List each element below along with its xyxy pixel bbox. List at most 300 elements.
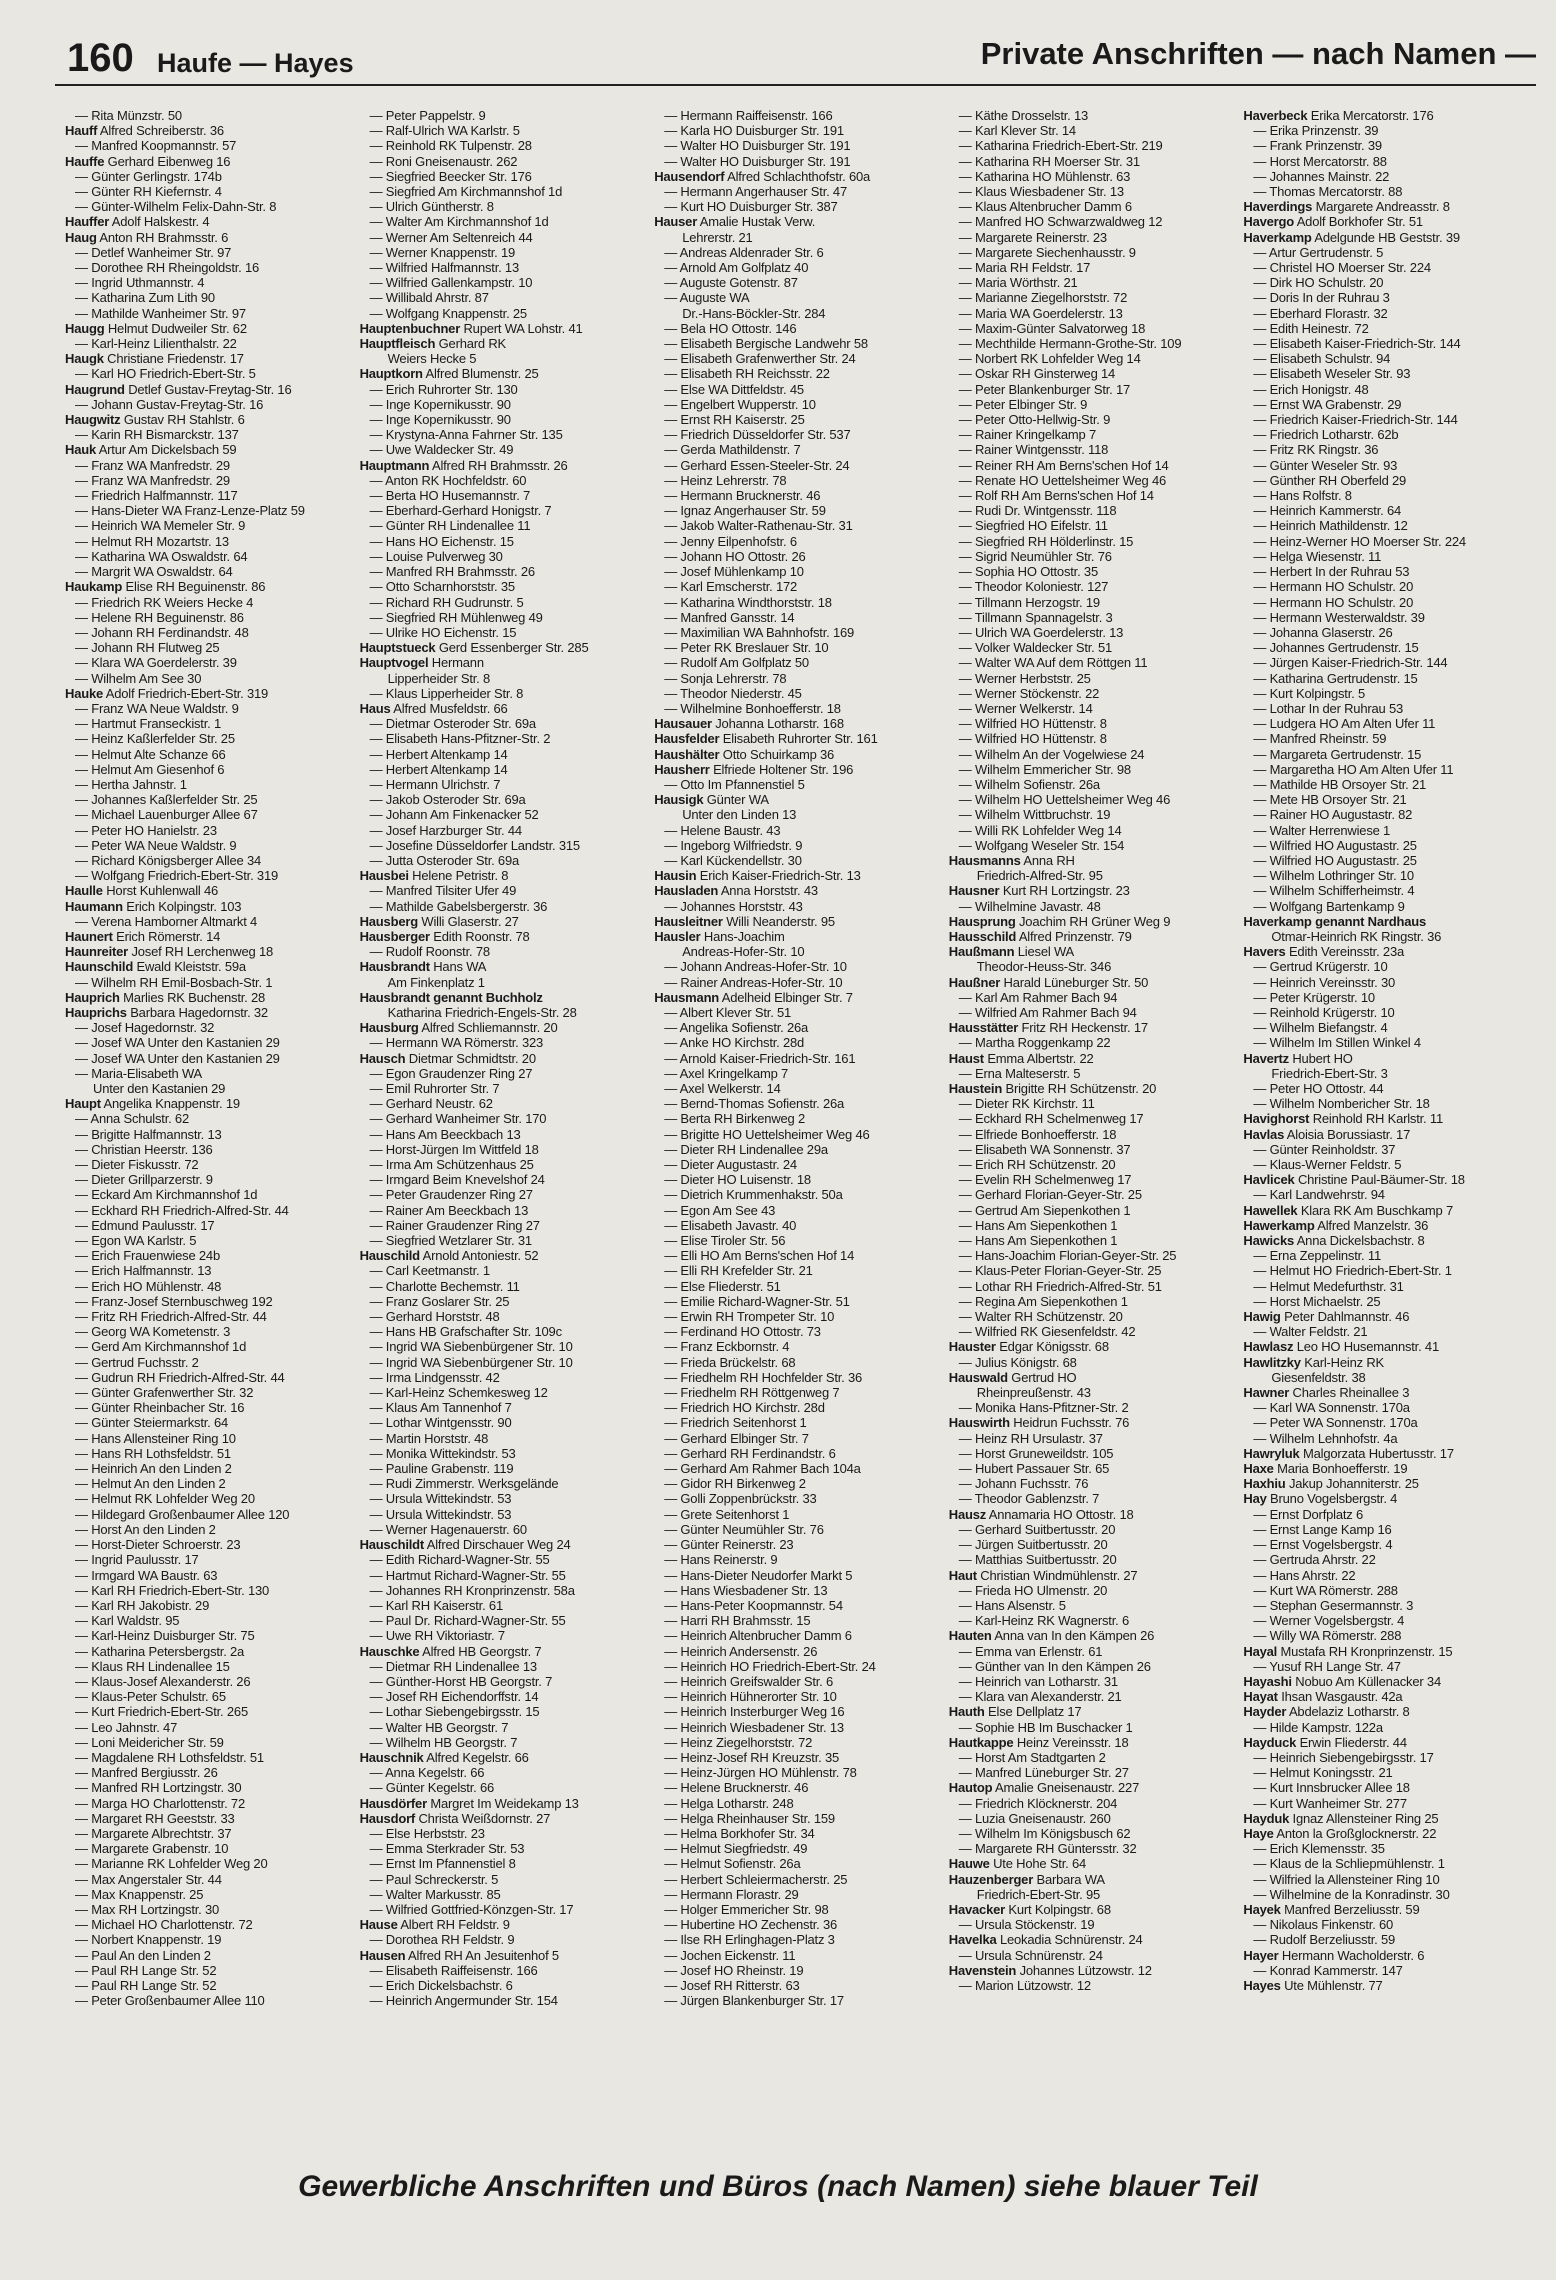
directory-entry: — Peter Pappelstr. 9 bbox=[369, 108, 486, 123]
directory-entry: — Reinhold RK Tulpenstr. 28 bbox=[369, 138, 532, 154]
surname-entry: Hauptkorn Alfred Blumenstr. 25 bbox=[359, 366, 539, 382]
surname: Hauk bbox=[65, 442, 96, 458]
directory-entry: — Konrad Kammerstr. 147 bbox=[1253, 1962, 1403, 1978]
directory-entry: — Friedrich Halfmannstr. 117 bbox=[75, 488, 238, 504]
directory-entry: — Heinrich Mathildenstr. 12 bbox=[1253, 518, 1408, 534]
surname: Hauswirth bbox=[948, 1415, 1010, 1431]
surname: Hausmann bbox=[654, 989, 720, 1005]
surname-entry: Hauten Anna van In den Kämpen 26 bbox=[948, 1628, 1155, 1644]
surname-entry: Hausauer Johanna Lotharstr. 168 bbox=[654, 716, 844, 732]
surname: Haukamp bbox=[65, 579, 123, 595]
directory-entry: — Marianne Ziegelhorststr. 72 bbox=[958, 290, 1128, 306]
directory-entry: — Dieter HO Luisenstr. 18 bbox=[664, 1172, 811, 1188]
directory-entry: — Friedrich Klöcknerstr. 204 bbox=[958, 1795, 1118, 1811]
directory-entry: — Klaus Wiesbadener Str. 13 bbox=[958, 184, 1124, 200]
directory-entry: — Johannes Horststr. 43 bbox=[664, 898, 803, 914]
surname-entry: Havighorst Reinhold RH Karlstr. 11 bbox=[1243, 1111, 1443, 1127]
directory-entry: — Rita Münzstr. 50 bbox=[75, 108, 182, 123]
directory-entry: — Dieter Fiskusstr. 72 bbox=[75, 1157, 199, 1173]
surname-entry: Hautop Amalie Gneisenaustr. 227 bbox=[948, 1780, 1140, 1796]
directory-entry: — Paul RH Lange Str. 52 bbox=[75, 1977, 217, 1993]
directory-entry: — Else Herbststr. 23 bbox=[369, 1825, 485, 1841]
surname: Hauptvogel bbox=[359, 655, 429, 671]
surname: Hauptstueck bbox=[359, 640, 436, 656]
directory-entry: — Helene Brucknerstr. 46 bbox=[664, 1780, 809, 1796]
surname: Hayder bbox=[1243, 1704, 1287, 1720]
directory-entry: — Mathilde HB Orsoyer Str. 21 bbox=[1253, 776, 1427, 792]
directory-entry: — Lothar RH Friedrich-Alfred-Str. 51 bbox=[958, 1278, 1162, 1294]
directory-entry: — Richard RH Gudrunstr. 5 bbox=[369, 594, 524, 610]
directory-entry: — Helmut Koningsstr. 21 bbox=[1253, 1765, 1393, 1781]
directory-entry: — Axel Welkerstr. 14 bbox=[664, 1081, 781, 1096]
surname: Hawryluk bbox=[1243, 1445, 1300, 1461]
directory-entry: — Elise Tiroler Str. 56 bbox=[664, 1233, 786, 1249]
directory-entry: — Christian Heerstr. 136 bbox=[75, 1141, 213, 1157]
directory-entry: — Norbert Knappenstr. 19 bbox=[75, 1932, 222, 1948]
surname-entry: Hausbrandt Hans WA bbox=[359, 959, 487, 975]
directory-entry: — Manfred Lüneburger Str. 27 bbox=[958, 1765, 1129, 1781]
directory-entry: — Margareta Gertrudenstr. 15 bbox=[1253, 746, 1422, 762]
surname-entry: Hauswald Gertrud HO bbox=[948, 1369, 1077, 1385]
directory-entry: — Ferdinand HO Ottostr. 73 bbox=[664, 1324, 821, 1340]
directory-entry: — Nikolaus Finkenstr. 60 bbox=[1253, 1917, 1394, 1933]
surname-entry: Hayer Hermann Wacholderstr. 6 bbox=[1243, 1947, 1425, 1963]
directory-entry: — Heinrich Vereinsstr. 30 bbox=[1253, 974, 1396, 990]
directory-entry: — Manfred RH Brahmsstr. 26 bbox=[369, 564, 535, 580]
directory-column bbox=[1243, 108, 1538, 2148]
directory-entry: — Horst-Jürgen Im Wittfeld 18 bbox=[369, 1141, 539, 1157]
directory-entry: — Helmut Medefurthstr. 31 bbox=[1253, 1278, 1404, 1294]
directory-entry: — Hans-Dieter Neudorfer Markt 5 bbox=[664, 1567, 853, 1583]
directory-entry: — Mete HB Orsoyer Str. 21 bbox=[1253, 792, 1407, 808]
directory-entry: — Magdalene RH Lothsfeldstr. 51 bbox=[75, 1749, 264, 1765]
surname: Hausschild bbox=[948, 928, 1017, 944]
directory-entry: — Siegfried Wetzlarer Str. 31 bbox=[369, 1233, 532, 1249]
directory-entry: — Else WA Dittfeldstr. 45 bbox=[664, 381, 804, 397]
directory-entry: — Heinz Ziegelhorststr. 72 bbox=[664, 1734, 813, 1750]
surname-entry: Haye Anton la Großglocknerstr. 22 bbox=[1243, 1825, 1437, 1841]
page-number: 160 bbox=[67, 36, 134, 80]
directory-entry: — Hans Rolfstr. 8 bbox=[1253, 488, 1352, 504]
surname: Hauffer bbox=[65, 214, 110, 230]
directory-entry: — Maria WA Goerdelerstr. 13 bbox=[958, 305, 1123, 321]
directory-entry: — Walter WA Auf dem Röttgen 11 bbox=[958, 655, 1148, 671]
footer-note: Gewerbliche Anschriften und Büros (nach Namen) siehe blauer Teil bbox=[298, 2170, 1258, 2203]
directory-entry: — Hermann Florastr. 29 bbox=[664, 1886, 799, 1902]
directory-entry: — Hermann Ulrichstr. 7 bbox=[369, 776, 501, 792]
directory-entry: — Manfred Gansstr. 14 bbox=[664, 609, 795, 625]
directory-entry: — Wilhelm Biefangstr. 4 bbox=[1253, 1020, 1388, 1036]
directory-entry: — Detlef Wanheimer Str. 97 bbox=[75, 244, 232, 260]
directory-entry: — Dorothee RH Rheingoldstr. 16 bbox=[75, 260, 260, 276]
surname-entry: Hauk Artur Am Dickelsbach 59 bbox=[65, 442, 237, 458]
directory-entry: — Anna Kegelstr. 66 bbox=[369, 1765, 485, 1781]
surname: Hayat bbox=[1243, 1689, 1278, 1705]
surname-entry: Hawner Charles Rheinallee 3 bbox=[1243, 1385, 1410, 1401]
directory-entry: — Stephan Gesermannstr. 3 bbox=[1253, 1597, 1414, 1613]
directory-entry: — Holger Emmericher Str. 98 bbox=[664, 1901, 829, 1917]
directory-entry: — Hans HB Grafschafter Str. 109c bbox=[369, 1324, 562, 1340]
directory-entry: — Wilhelm Nombericher Str. 18 bbox=[1253, 1096, 1430, 1112]
directory-entry: — Berta HO Husemannstr. 7 bbox=[369, 488, 531, 504]
directory-entry: — Dietmar Osteroder Str. 69a bbox=[369, 716, 536, 732]
directory-entry: — Hans Ahrstr. 22 bbox=[1253, 1567, 1356, 1583]
directory-entry: — Irma Lindgensstr. 42 bbox=[369, 1369, 500, 1385]
directory-column bbox=[654, 108, 949, 2148]
surname-entry: Hausmann Adelheid Elbinger Str. 7 bbox=[654, 989, 853, 1005]
surname: Hauster bbox=[948, 1339, 996, 1355]
directory-entry: — Heinz Lehrerstr. 78 bbox=[664, 472, 787, 488]
directory-entry: — Günther van In den Kämpen 26 bbox=[958, 1658, 1151, 1674]
directory-columns bbox=[65, 108, 1538, 2148]
directory-entry: — Josef HO Rheinstr. 19 bbox=[664, 1962, 804, 1978]
directory-entry: — Kurt WA Römerstr. 288 bbox=[1253, 1582, 1398, 1598]
directory-entry: — Dieter RK Kirchstr. 11 bbox=[958, 1096, 1095, 1112]
directory-entry: — Erika Prinzenstr. 39 bbox=[1253, 123, 1379, 139]
surname-entry: Hayduk Ignaz Allensteiner Ring 25 bbox=[1243, 1810, 1439, 1826]
directory-entry: — Horst-Dieter Schroerstr. 23 bbox=[75, 1537, 241, 1553]
directory-entry: — Franz WA Manfredstr. 29 bbox=[75, 457, 230, 473]
directory-entry: — Friedrich HO Kirchstr. 28d bbox=[664, 1400, 825, 1416]
directory-entry: — Wilhelmine Javastr. 48 bbox=[958, 898, 1101, 914]
surname: Hautkappe bbox=[948, 1734, 1014, 1750]
surname-entry: Haus Alfred Musfeldstr. 66 bbox=[359, 700, 508, 716]
surname: Hauprichs bbox=[65, 1004, 127, 1020]
surname: Havlas bbox=[1243, 1126, 1285, 1142]
directory-entry: — Eckard Am Kirchmannshof 1d bbox=[75, 1187, 258, 1203]
directory-entry: — Katharina Windthorststr. 18 bbox=[664, 594, 832, 610]
directory-entry: — Elfriede Bonhoefferstr. 18 bbox=[958, 1126, 1117, 1142]
directory-entry: — Peter WA Neue Waldstr. 9 bbox=[75, 837, 237, 853]
directory-entry: — Heinrich WA Memeler Str. 9 bbox=[75, 518, 246, 534]
directory-entry: — Josef Mühlenkamp 10 bbox=[664, 564, 804, 580]
surname-entry: Hauptmann Alfred RH Brahmsstr. 26 bbox=[359, 457, 568, 473]
surname: Haverkamp genannt Nardhaus bbox=[1243, 913, 1427, 929]
directory-entry: — Peter Krügerstr. 10 bbox=[1253, 989, 1375, 1005]
directory-entry: — Inge Kopernikusstr. 90 bbox=[369, 412, 511, 428]
directory-entry: — Friedhelm RH Röttgenweg 7 bbox=[664, 1385, 840, 1401]
directory-entry: — Erich Klemensstr. 35 bbox=[1253, 1841, 1385, 1857]
directory-entry: — Hermann Angerhauser Str. 47 bbox=[664, 184, 847, 200]
surname-entry: Hauptstueck Gerd Essenberger Str. 285 bbox=[359, 640, 589, 656]
directory-entry: — Rainer Am Beeckbach 13 bbox=[369, 1202, 529, 1218]
surname-entry: Hausbei Helene Petristr. 8 bbox=[359, 868, 509, 884]
directory-entry: — Ulrike HO Eichenstr. 15 bbox=[369, 624, 517, 640]
directory-entry: — Wilfried Halfmannstr. 13 bbox=[369, 260, 519, 276]
directory-entry: — Frank Prinzenstr. 39 bbox=[1253, 138, 1382, 154]
directory-entry: — Thomas Mercatorstr. 88 bbox=[1253, 184, 1403, 200]
directory-entry: — Paul An den Linden 2 bbox=[75, 1947, 211, 1963]
directory-entry: — Heinrich Altenbrucher Damm 6 bbox=[664, 1628, 852, 1644]
directory-entry: — Gerhard RH Ferdinandstr. 6 bbox=[664, 1445, 836, 1461]
directory-entry: — Heinrich Siebengebirgsstr. 17 bbox=[1253, 1749, 1434, 1765]
directory-entry: — Dieter RH Lindenallee 29a bbox=[664, 1141, 828, 1157]
directory-entry: — Michael HO Charlottenstr. 72 bbox=[75, 1917, 253, 1933]
surname: Hausdorf bbox=[359, 1810, 416, 1826]
surname-entry: Haunschild Ewald Kleiststr. 59a bbox=[65, 959, 246, 975]
section-title: Private Anschriften — nach Namen — bbox=[980, 36, 1536, 71]
directory-entry: — Manfred Rheinstr. 59 bbox=[1253, 731, 1387, 747]
directory-entry: — Horst Am Stadtgarten 2 bbox=[958, 1749, 1106, 1765]
directory-entry: — Franz WA Neue Waldstr. 9 bbox=[75, 700, 239, 716]
directory-entry: — Karl-Heinz Duisburger Str. 75 bbox=[75, 1628, 255, 1644]
directory-entry: — Wilfried HO Augustastr. 25 bbox=[1253, 852, 1417, 868]
directory-entry: — Peter RK Breslauer Str. 10 bbox=[664, 640, 829, 656]
directory-entry: — Kurt Innsbrucker Allee 18 bbox=[1253, 1780, 1410, 1796]
directory-entry: — Bernd-Thomas Sofienstr. 26a bbox=[664, 1096, 845, 1112]
surname: Hausleitner bbox=[654, 913, 723, 929]
directory-entry: — Elisabeth Raiffeisenstr. 166 bbox=[369, 1962, 538, 1978]
surname-entry: Hausendorf Alfred Schlachthofstr. 60a bbox=[654, 168, 871, 184]
directory-entry: — Hans-Dieter WA Franz-Lenze-Platz 59 bbox=[75, 503, 305, 519]
directory-entry: — Günter Weseler Str. 93 bbox=[1253, 457, 1398, 473]
directory-entry: — Wilhelm HB Georgstr. 7 bbox=[369, 1734, 518, 1750]
directory-entry: — Reiner RH Am Berns'schen Hof 14 bbox=[958, 457, 1169, 473]
directory-entry: — Hans Allensteiner Ring 10 bbox=[75, 1430, 236, 1446]
directory-entry: — Elisabeth Kaiser-Friedrich-Str. 144 bbox=[1253, 336, 1461, 352]
directory-entry: — Brigitte Halfmannstr. 13 bbox=[75, 1126, 222, 1142]
directory-entry: — Maximilian WA Bahnhofstr. 169 bbox=[664, 624, 855, 640]
directory-entry: — Wolfgang Bartenkamp 9 bbox=[1253, 898, 1405, 914]
directory-entry: — Anton RK Hochfeldstr. 60 bbox=[369, 472, 527, 488]
directory-entry: — Wilhelm Im Stillen Winkel 4 bbox=[1253, 1035, 1421, 1051]
directory-entry: — Walter HB Georgstr. 7 bbox=[369, 1719, 509, 1735]
directory-entry: — Hans Am Siepenkothen 1 bbox=[958, 1217, 1118, 1233]
directory-entry: — Peter WA Sonnenstr. 170a bbox=[1253, 1415, 1418, 1431]
directory-entry: — Karl Klever Str. 14 bbox=[958, 123, 1076, 139]
directory-entry: — Rolf RH Am Berns'schen Hof 14 bbox=[958, 488, 1154, 504]
directory-entry: — Josef RH Eichendorffstr. 14 bbox=[369, 1689, 539, 1705]
surname-entry: Haut Christian Windmühlenstr. 27 bbox=[948, 1567, 1138, 1583]
surname: Hawlasz bbox=[1243, 1339, 1294, 1355]
surname-entry: Haukamp Elise RH Beguinenstr. 86 bbox=[65, 579, 266, 595]
surname-entry: Hauth Else Dellplatz 17 bbox=[948, 1704, 1082, 1720]
directory-entry: — Hermann Raiffeisenstr. 166 bbox=[664, 108, 833, 123]
directory-entry: — Walter HO Duisburger Str. 191 bbox=[664, 153, 851, 169]
directory-entry: — Wilhelmine Bonhoefferstr. 18 bbox=[664, 700, 841, 716]
name-range: Haufe — Hayes bbox=[157, 48, 354, 78]
directory-entry: — Frieda HO Ulmenstr. 20 bbox=[958, 1582, 1108, 1598]
directory-entry: — Erich Ruhrorter Str. 130 bbox=[369, 381, 518, 397]
directory-entry: — Uwe Waldecker Str. 49 bbox=[369, 442, 514, 458]
directory-entry: — Andreas Aldenrader Str. 6 bbox=[664, 244, 824, 260]
directory-entry: — Jochen Eickenstr. 11 bbox=[664, 1947, 796, 1963]
surname: Hayduk bbox=[1243, 1810, 1290, 1826]
directory-entry: — Werner Hagenauerstr. 60 bbox=[369, 1521, 527, 1537]
surname: Hawellek bbox=[1243, 1202, 1298, 1218]
surname-entry: Haunreiter Josef RH Lerchenweg 18 bbox=[65, 944, 274, 960]
directory-entry: — Heinrich Andersenstr. 26 bbox=[664, 1643, 818, 1659]
directory-entry: — Hubert Passauer Str. 65 bbox=[958, 1461, 1110, 1477]
directory-entry: — Johann Fuchsstr. 76 bbox=[958, 1476, 1089, 1492]
directory-entry: — Hans Wiesbadener Str. 13 bbox=[664, 1582, 828, 1598]
directory-entry: — Günter Reinholdstr. 37 bbox=[1253, 1141, 1396, 1157]
directory-entry: — Ulrich Güntherstr. 8 bbox=[369, 199, 494, 215]
directory-entry: — Edith Heinestr. 72 bbox=[1253, 320, 1369, 336]
directory-entry: — Gerhard Elbinger Str. 7 bbox=[664, 1430, 809, 1446]
directory-entry: — Mathilde Wanheimer Str. 97 bbox=[75, 305, 246, 321]
directory-entry: — Uwe RH Viktoriastr. 7 bbox=[369, 1628, 505, 1644]
surname-entry: Hausz Annamaria HO Ottostr. 18 bbox=[948, 1506, 1134, 1522]
surname-entry: Haushälter Otto Schuirkamp 36 bbox=[654, 746, 835, 762]
directory-entry: — Ursula Schnürenstr. 24 bbox=[958, 1947, 1103, 1963]
surname-entry: Hausmanns Anna RH bbox=[948, 852, 1075, 868]
directory-entry: — Heinrich Kammerstr. 64 bbox=[1253, 503, 1402, 519]
directory-entry: — Helmut RH Mozartstr. 13 bbox=[75, 533, 229, 549]
surname: Hauff bbox=[65, 123, 98, 139]
surname: Hayek bbox=[1243, 1901, 1281, 1917]
directory-entry: — Franz Eckbornstr. 4 bbox=[664, 1339, 790, 1355]
directory-entry: — Sigrid Neumühler Str. 76 bbox=[958, 548, 1112, 564]
directory-entry: Am Finkenplatz 1 bbox=[387, 974, 485, 990]
directory-entry: — Hilde Kampstr. 122a bbox=[1253, 1719, 1383, 1735]
surname: Hauke bbox=[65, 685, 104, 701]
surname-entry: Hausleitner Willi Neanderstr. 95 bbox=[654, 913, 835, 929]
directory-entry: — Lothar Siebengebirgsstr. 15 bbox=[369, 1704, 540, 1720]
directory-entry: — Ingeborg Wilfriedstr. 9 bbox=[664, 837, 803, 853]
page-header bbox=[55, 28, 1536, 86]
surname: Hauten bbox=[948, 1628, 992, 1644]
directory-entry: — Günter RH Lindenallee 11 bbox=[369, 518, 531, 534]
directory-entry: — Werner Stöckenstr. 22 bbox=[958, 685, 1100, 701]
directory-entry: — Gerda Mathildenstr. 7 bbox=[664, 442, 801, 458]
surname: Haugrund bbox=[65, 381, 125, 397]
directory-entry: — Käthe Drosselstr. 13 bbox=[958, 108, 1089, 123]
directory-entry: — Verena Hamborner Altmarkt 4 bbox=[75, 913, 258, 929]
directory-entry: — Heinz-Werner HO Moerser Str. 224 bbox=[1253, 533, 1466, 549]
directory-entry: — Friedrich Kaiser-Friedrich-Str. 144 bbox=[1253, 412, 1458, 428]
directory-entry: — Gerhard Am Rahmer Bach 104a bbox=[664, 1461, 861, 1477]
directory-entry: — Brigitte HO Uettelsheimer Weg 46 bbox=[664, 1126, 870, 1142]
surname: Hayes bbox=[1243, 1977, 1281, 1993]
directory-entry: — Katharina Zum Lith 90 bbox=[75, 290, 215, 306]
directory-column bbox=[949, 108, 1244, 2148]
directory-entry: — Rainer Andreas-Hofer-Str. 10 bbox=[664, 974, 843, 990]
directory-entry: — Hans RH Lothsfeldstr. 51 bbox=[75, 1445, 231, 1461]
directory-entry: — Wilhelm Wittbruchstr. 19 bbox=[958, 807, 1111, 823]
directory-entry: — Manfred Tilsiter Ufer 49 bbox=[369, 883, 517, 899]
directory-entry: — Johannes Gertrudenstr. 15 bbox=[1253, 640, 1419, 656]
directory-entry: — Emma van Erlenstr. 61 bbox=[958, 1643, 1103, 1659]
directory-entry: — Wilfried Am Rahmer Bach 94 bbox=[958, 1004, 1137, 1020]
directory-entry: — Franz Goslarer Str. 25 bbox=[369, 1293, 510, 1309]
directory-entry: — Werner Herbststr. 25 bbox=[958, 670, 1091, 686]
directory-entry: Lehrerstr. 21 bbox=[682, 229, 753, 245]
directory-entry: — Helmut RK Lohfelder Weg 20 bbox=[75, 1491, 255, 1507]
surname: Hauptmann bbox=[359, 457, 430, 473]
directory-entry: Rheinpreußenstr. 43 bbox=[976, 1385, 1091, 1401]
directory-entry: — Johann Gustav-Freytag-Str. 16 bbox=[75, 396, 264, 412]
directory-entry: — Golli Zoppenbrückstr. 33 bbox=[664, 1491, 817, 1507]
directory-entry: — Peter Großenbaumer Allee 110 bbox=[75, 1993, 265, 2009]
directory-entry: — Wilfried Gallenkampstr. 10 bbox=[369, 275, 533, 291]
directory-entry: — Elisabeth Javastr. 40 bbox=[664, 1217, 797, 1233]
surname: Hayal bbox=[1243, 1643, 1278, 1659]
directory-entry: — Katharina RH Moerser Str. 31 bbox=[958, 153, 1140, 169]
surname: Hausner bbox=[948, 883, 1000, 899]
directory-entry: — Wilfried RK Giesenfeldstr. 42 bbox=[958, 1324, 1136, 1340]
directory-entry: — Jürgen Suitbertusstr. 20 bbox=[958, 1537, 1108, 1553]
directory-entry: — Walter Feldstr. 21 bbox=[1253, 1324, 1368, 1340]
surname: Hauschnik bbox=[359, 1749, 424, 1765]
directory-entry: — Günter Reinerstr. 23 bbox=[664, 1537, 794, 1553]
directory-entry: — Dieter Grillparzerstr. 9 bbox=[75, 1172, 213, 1188]
directory-entry: — Horst An den Linden 2 bbox=[75, 1521, 216, 1537]
surname: Hausendorf bbox=[654, 168, 725, 184]
directory-entry: — Helga Wiesenstr. 11 bbox=[1253, 548, 1382, 564]
directory-entry: — Willi RK Lohfelder Weg 14 bbox=[958, 822, 1122, 838]
surname: Hawerkamp bbox=[1243, 1217, 1315, 1233]
surname-entry: Havenstein Johannes Lützowstr. 12 bbox=[948, 1962, 1152, 1978]
directory-entry: — Wilfried HO Hüttenstr. 8 bbox=[958, 731, 1107, 747]
directory-entry: — Klaus Lipperheider Str. 8 bbox=[369, 685, 524, 701]
surname-entry: Hayek Manfred Berzeliusstr. 59 bbox=[1243, 1901, 1420, 1917]
directory-entry: Otmar-Heinrich RK Ringstr. 36 bbox=[1271, 928, 1442, 944]
directory-entry: — Wilfried HO Augustastr. 25 bbox=[1253, 837, 1417, 853]
directory-entry: — Heinrich Angermunder Str. 154 bbox=[369, 1993, 558, 2009]
directory-entry: — Klara van Alexanderstr. 21 bbox=[958, 1689, 1122, 1705]
directory-entry: — Loni Meidericher Str. 59 bbox=[75, 1734, 224, 1750]
directory-entry: — Karl-Heinz Schemkesweg 12 bbox=[369, 1385, 548, 1401]
directory-entry: — Theodor Gablenzstr. 7 bbox=[958, 1491, 1100, 1507]
directory-entry: — Margarete Siechenhausstr. 9 bbox=[958, 244, 1136, 260]
directory-entry: — Horst Gruneweildstr. 105 bbox=[958, 1445, 1114, 1461]
directory-entry: — Dirk HO Schulstr. 20 bbox=[1253, 275, 1384, 291]
directory-entry: — Heinrich Hühnerorter Str. 10 bbox=[664, 1689, 837, 1705]
surname: Hauffe bbox=[65, 153, 105, 169]
surname: Hawner bbox=[1243, 1385, 1290, 1401]
directory-entry: — Johann HO Ottostr. 26 bbox=[664, 548, 806, 564]
directory-entry: — Peter HO Ottostr. 44 bbox=[1253, 1081, 1384, 1096]
directory-entry: — Kurt Kolpingstr. 5 bbox=[1253, 685, 1365, 701]
directory-entry: — Rainer Wintgensstr. 118 bbox=[958, 442, 1109, 458]
directory-entry: — Oskar RH Ginsterweg 14 bbox=[958, 366, 1116, 382]
directory-entry: — Sophia HO Ottostr. 35 bbox=[958, 564, 1098, 580]
directory-entry: — Erich Frauenwiese 24b bbox=[75, 1248, 220, 1264]
surname-entry: Hauster Edgar Königsstr. 68 bbox=[948, 1339, 1109, 1355]
surname: Havers bbox=[1243, 944, 1286, 960]
directory-entry: — Ilse RH Erlinghagen-Platz 3 bbox=[664, 1932, 835, 1948]
surname-entry: Hauff Alfred Schreiberstr. 36 bbox=[65, 123, 224, 139]
directory-entry: Dr.-Hans-Böckler-Str. 284 bbox=[682, 305, 826, 321]
directory-entry: — Hermann HO Schulstr. 20 bbox=[1253, 594, 1414, 610]
surname: Hausprung bbox=[948, 913, 1016, 929]
directory-entry: — Johann Andreas-Hofer-Str. 10 bbox=[664, 959, 847, 975]
surname: Haxhiu bbox=[1243, 1476, 1286, 1492]
directory-entry: — Hermann Westerwaldstr. 39 bbox=[1253, 609, 1425, 625]
directory-entry: — Hans-Joachim Florian-Geyer-Str. 25 bbox=[958, 1248, 1177, 1264]
surname: Hausz bbox=[948, 1506, 987, 1522]
directory-entry: — Martin Horststr. 48 bbox=[369, 1430, 489, 1446]
directory-entry: — Gertruda Ahrstr. 22 bbox=[1253, 1552, 1376, 1568]
surname: Haverbeck bbox=[1243, 108, 1308, 123]
surname-entry: Havlicek Christine Paul-Bäumer-Str. 18 bbox=[1243, 1172, 1465, 1188]
surname-entry: Hawryluk Malgorzata Hubertusstr. 17 bbox=[1243, 1445, 1454, 1461]
directory-entry: — Helmut Am Giesenhof 6 bbox=[75, 761, 225, 777]
directory-entry: — Renate HO Uettelsheimer Weg 46 bbox=[958, 472, 1167, 488]
directory-entry: — Karl Waldstr. 95 bbox=[75, 1613, 180, 1629]
directory-entry: — Martha Roggenkamp 22 bbox=[958, 1035, 1111, 1051]
directory-entry: — Max Knappenstr. 25 bbox=[75, 1886, 204, 1902]
directory-entry: — Klaus RH Lindenallee 15 bbox=[75, 1658, 230, 1674]
surname-entry: Hawig Peter Dahlmannstr. 46 bbox=[1243, 1309, 1410, 1325]
directory-entry: — Karl Kückendellstr. 30 bbox=[664, 852, 802, 868]
directory-entry: — Leo Jahnstr. 47 bbox=[75, 1719, 178, 1735]
directory-entry: — Wilfried Gottfried-Könzgen-Str. 17 bbox=[369, 1901, 574, 1917]
directory-entry: — Josef Harzburger Str. 44 bbox=[369, 822, 522, 838]
surname-entry: Hauptfleisch Gerhard RK bbox=[359, 336, 506, 352]
surname: Hausberg bbox=[359, 913, 418, 929]
